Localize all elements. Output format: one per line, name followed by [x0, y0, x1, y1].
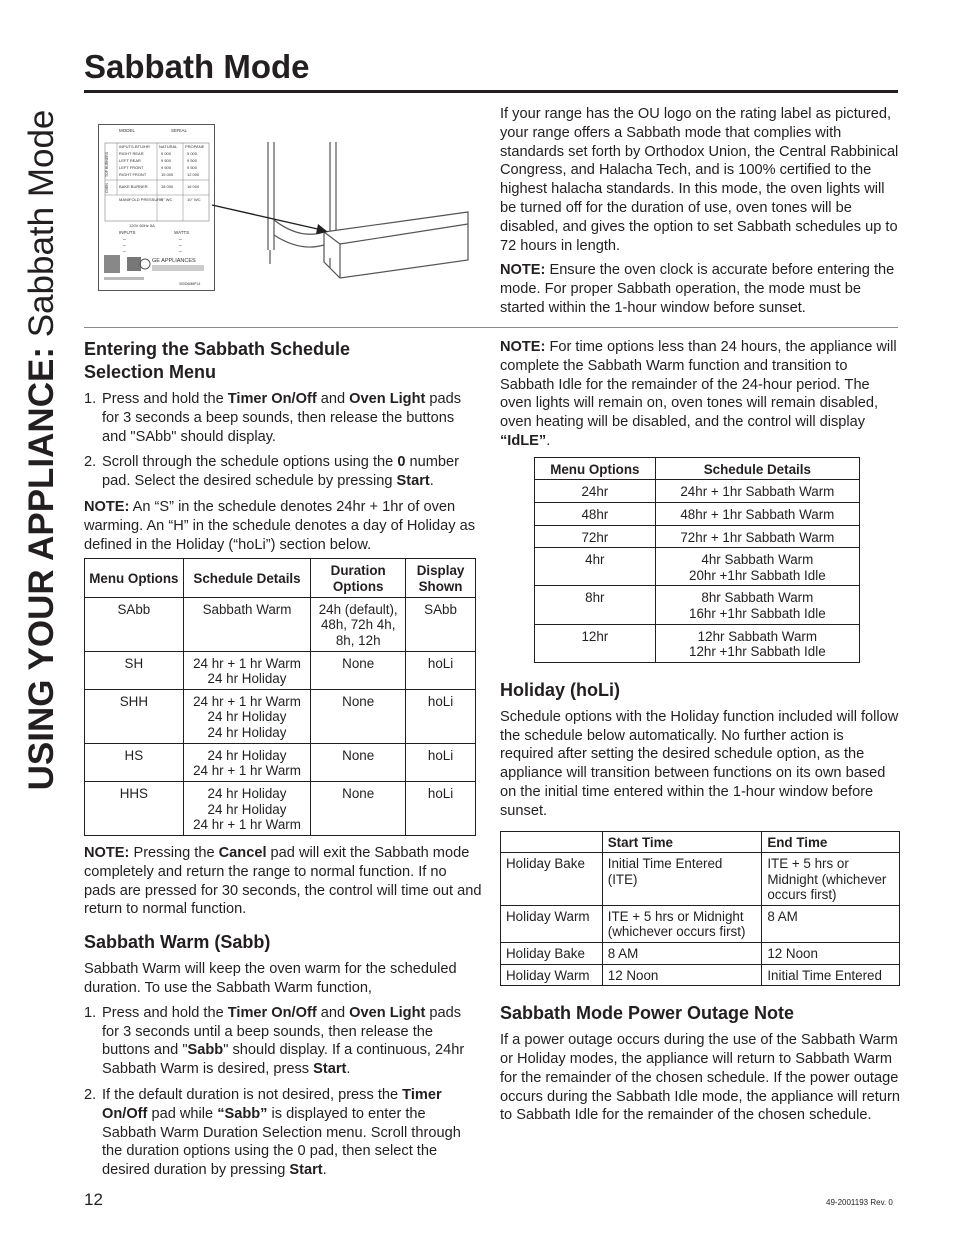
table-cell: SHH: [85, 689, 184, 743]
rating-label-cell: INPUTS-BTU/HR: [119, 144, 150, 149]
table-row: [535, 502, 860, 525]
rating-label-cell: 10" WC: [187, 197, 201, 202]
table-row: [501, 905, 900, 942]
rating-label-cell: 5 000: [161, 151, 172, 156]
table-row: [85, 743, 476, 781]
svg-text:TOP BURNERS: TOP BURNERS: [105, 151, 109, 177]
document-code: 49-2001193 Rev. 0: [826, 1198, 893, 1207]
table-cell: 12 Noon: [602, 964, 762, 986]
menu-th: Schedule Details: [655, 457, 859, 480]
entering-heading: Entering the Sabbath Schedule Selection Menu: [84, 339, 351, 382]
schedule-th: Duration Options: [311, 559, 406, 597]
table-cell: Holiday Bake: [501, 853, 603, 906]
menu-th: Menu Options: [535, 457, 656, 480]
table-cell: Holiday Warm: [501, 905, 603, 942]
table-cell: Holiday Warm: [501, 964, 603, 986]
table-cell: 8hr: [535, 586, 656, 624]
svg-text:–: –: [123, 243, 126, 249]
entering-steps: [84, 390, 482, 491]
table-cell: 8 AM: [762, 905, 900, 942]
table-row: [535, 525, 860, 548]
section-divider: [84, 327, 898, 328]
svg-text:WATTS: WATTS: [174, 230, 190, 235]
table-cell: 24hr: [535, 480, 656, 503]
table-row: [501, 853, 900, 906]
table-cell: None: [311, 651, 406, 689]
rating-label-cell: 16 000: [187, 184, 200, 189]
rating-label-cell: 5 000: [187, 151, 198, 156]
page-number: 12: [84, 1190, 103, 1209]
table-cell: SAbb: [406, 597, 476, 651]
table-cell: 8hr Sabbath Warm 16hr +1hr Sabbath Idle: [655, 586, 859, 624]
warm-step-1: 1. Press and hold the Timer On/Off and Oven Light pads for 3 seconds until a beep sounds, then release the buttons and "Sabb" should display. If a continuous, 24hr Sabbath Warm is desired, press Start.: [84, 1004, 465, 1078]
intro-paragraph: If your range has the OU logo on the rating label as pictured, your range offers a Sabbath mode that complies with standards set forth by Orthodox Union, the Central Rabbinical Congress, and Halacha Tech, and is 100% certified to the highest halacha standards. In this mode, the oven lights will be turned off for the duration of use, oven tones will be disabled, and gives the option to set Sabbath schedules up to 72 hours in length.: [500, 106, 899, 254]
table-cell: Initial Time Entered (ITE): [602, 853, 762, 906]
table-cell: hoLi: [406, 651, 476, 689]
table-cell: hoLi: [406, 689, 476, 743]
cancel-note: NOTE: Pressing the Cancel pad will exit the Sabbath mode completely and return the range to normal function. If no pads are pressed for 30 seconds, the control will time out and return to normal function.: [84, 844, 482, 918]
holiday-table: [500, 831, 900, 987]
table-cell: hoLi: [406, 781, 476, 835]
rating-label-cell: MANIFOLD PRESSURE: [119, 197, 163, 202]
table-cell: 8 AM: [602, 943, 762, 965]
rating-label-cell: 9 500: [161, 158, 172, 163]
svg-text:–: –: [123, 237, 126, 243]
table-row: [85, 689, 476, 743]
rating-label-cell: LEFT REAR: [119, 158, 141, 163]
table-cell: 4hr Sabbath Warm 20hr +1hr Sabbath Idle: [655, 548, 859, 586]
schedule-th: Display Shown: [406, 559, 476, 597]
table-cell: HS: [85, 743, 184, 781]
rating-label-cell: RIGHT REAR: [119, 151, 144, 156]
schedule-table: [84, 558, 476, 836]
table-row: [535, 624, 860, 662]
svg-text:GE APPLIANCES: GE APPLIANCES: [152, 258, 196, 264]
rating-label-cell: LEFT FRONT: [119, 165, 144, 170]
warm-intro: Sabbath Warm will keep the oven warm for the scheduled duration. To use the Sabbath Warm function,: [84, 961, 457, 996]
table-cell: Holiday Bake: [501, 943, 603, 965]
warm-heading: Sabbath Warm (Sabb): [84, 932, 271, 953]
table-cell: HHS: [85, 781, 184, 835]
sidebar-title-text: USING YOUR APPLIANCE: Sabbath Mode: [22, 109, 61, 791]
table-cell: Initial Time Entered: [762, 964, 900, 986]
svg-text:300D6M8P14: 300D6M8P14: [179, 282, 201, 286]
holiday-th: Start Time: [602, 831, 762, 853]
table-cell: 24h (default), 48h, 72h 4h, 8h, 12h: [311, 597, 406, 651]
svg-text:–: –: [123, 249, 126, 255]
rating-label-cell: 9 500: [187, 158, 198, 163]
table-cell: 12hr Sabbath Warm 12hr +1hr Sabbath Idle: [655, 624, 859, 662]
table-row: [85, 597, 476, 651]
holiday-th: End Time: [762, 831, 900, 853]
table-cell: 24 hr Holiday 24 hr Holiday 24 hr + 1 hr Warm: [183, 781, 311, 835]
outage-paragraph: If a power outage occurs during the use of the Sabbath Warm or Holiday modes, the appliance will return to Sabbath Warm for the remainder of the chosen schedule. If the power outage occurs during the Sabbath Idle mode, the appliance will return to Sabbath Idle for the remainder of the chosen schedule.: [500, 1032, 900, 1124]
table-cell: 48hr + 1hr Sabbath Warm: [655, 502, 859, 525]
svg-text:120V 60Hz 5A: 120V 60Hz 5A: [129, 223, 155, 228]
schedule-table-header: [85, 559, 476, 597]
menu-table-header: [535, 457, 860, 480]
right-column: [500, 338, 900, 1125]
rating-label-cell: BAKE BURNER: [119, 184, 148, 189]
table-cell: Sabbath Warm: [183, 597, 311, 651]
warm-step-2: 2. If the default duration is not desired, press the Timer On/Off pad while “Sabb” is displayed to enter the Sabbath Warm Duration Selection menu. Scroll through the duration options using the 0 pad, then select the desired duration by pressing Start.: [84, 1086, 461, 1179]
intro-note: NOTE: Ensure the oven clock is accurate before entering the mode. For proper Sabbath operation, the mode must be started within the 1-hour window before sunset.: [500, 262, 895, 316]
warm-steps: [84, 1004, 482, 1180]
left-column: [84, 338, 482, 1180]
schedule-th: Schedule Details: [183, 559, 311, 597]
table-cell: 12hr: [535, 624, 656, 662]
range-illustration: [210, 140, 475, 280]
rating-model-label: MODEL: [119, 128, 136, 133]
table-cell: None: [311, 689, 406, 743]
holiday-table-header: [501, 831, 900, 853]
rating-label-cell: 12 000: [187, 172, 200, 177]
table-row: [535, 586, 860, 624]
svg-text:–: –: [179, 237, 182, 243]
table-row: [501, 943, 900, 965]
table-cell: hoLi: [406, 743, 476, 781]
table-cell: 24 hr Holiday 24 hr + 1 hr Warm: [183, 743, 311, 781]
table-cell: SH: [85, 651, 184, 689]
rating-serial-label: SERIAL: [171, 128, 188, 133]
rating-label-cell: 9 500: [161, 165, 172, 170]
rating-label-cell: 15 000: [161, 172, 174, 177]
svg-text:INPUTS: INPUTS: [119, 230, 136, 235]
title-rule: [84, 90, 898, 93]
intro-section: [500, 105, 900, 318]
table-cell: 24 hr + 1 hr Warm 24 hr Holiday: [183, 651, 311, 689]
table-cell: 24hr + 1hr Sabbath Warm: [655, 480, 859, 503]
table-cell: 12 Noon: [762, 943, 900, 965]
table-cell: 72hr + 1hr Sabbath Warm: [655, 525, 859, 548]
table-cell: 24 hr + 1 hr Warm 24 hr Holiday 24 hr Holiday: [183, 689, 311, 743]
outage-heading: Sabbath Mode Power Outage Note: [500, 1003, 795, 1024]
rating-label-cell: 18 000: [161, 184, 174, 189]
holiday-heading: Holiday (hoLi): [500, 679, 620, 700]
entering-note: NOTE: An “S” in the schedule denotes 24hr + 1hr of oven warming. An “H” in the schedule denotes a day of Holiday as defined in the Holiday (“hoLi”) section below.: [84, 498, 476, 553]
holiday-paragraph: Schedule options with the Holiday function included will follow the schedule below automatically. No further action is required after setting the desired schedule option, as the appliance will transition between functions on its own based on the initial time entered within the 1-hour window before sunset.: [500, 708, 899, 819]
table-row: [535, 480, 860, 503]
page-title: Sabbath Mode: [84, 48, 310, 85]
table-cell: ITE + 5 hrs or Midnight (whichever occurs first): [602, 905, 762, 942]
table-row: [501, 964, 900, 986]
svg-text:OVEN: OVEN: [105, 183, 109, 193]
table-cell: None: [311, 743, 406, 781]
table-row: [535, 548, 860, 586]
table-cell: 4hr: [535, 548, 656, 586]
entering-step-2: 2. Scroll through the schedule options using the 0 number pad. Select the desired schedule by pressing Start.: [84, 454, 459, 490]
rating-label-cell: PROPANE: [185, 144, 205, 149]
svg-text:–: –: [179, 249, 182, 255]
schedule-th: Menu Options: [85, 559, 184, 597]
table-cell: 72hr: [535, 525, 656, 548]
rating-label-image: [98, 124, 215, 291]
table-row: [85, 651, 476, 689]
sidebar-section-title: [12, 40, 72, 860]
table-cell: None: [311, 781, 406, 835]
rating-label-cell: 5" WC: [161, 197, 173, 202]
svg-text:–: –: [179, 243, 182, 249]
holiday-th: [501, 831, 603, 853]
idle-note: NOTE: For time options less than 24 hours, the appliance will complete the Sabbath Warm function and transition to Sabbath Idle for the remainder of the 24-hour period. The oven lights will remain on, oven tones will remain disabled, oven heating will be disabled, and the control will display “IdLE”.: [500, 339, 897, 449]
entering-step-1: 1. Press and hold the Timer On/Off and Oven Light pads for 3 seconds a beep sounds, then release the buttons and "SAbb" should display.: [84, 391, 462, 445]
table-row: [85, 781, 476, 835]
rating-label-cell: RIGHT FRONT: [119, 172, 147, 177]
table-cell: ITE + 5 hrs or Midnight (whichever occurs first): [762, 853, 900, 906]
table-cell: SAbb: [85, 597, 184, 651]
rating-label-cell: NATURAL: [159, 144, 178, 149]
menu-options-table: [534, 457, 860, 663]
rating-label-cell: 9 500: [187, 165, 198, 170]
table-cell: 48hr: [535, 502, 656, 525]
